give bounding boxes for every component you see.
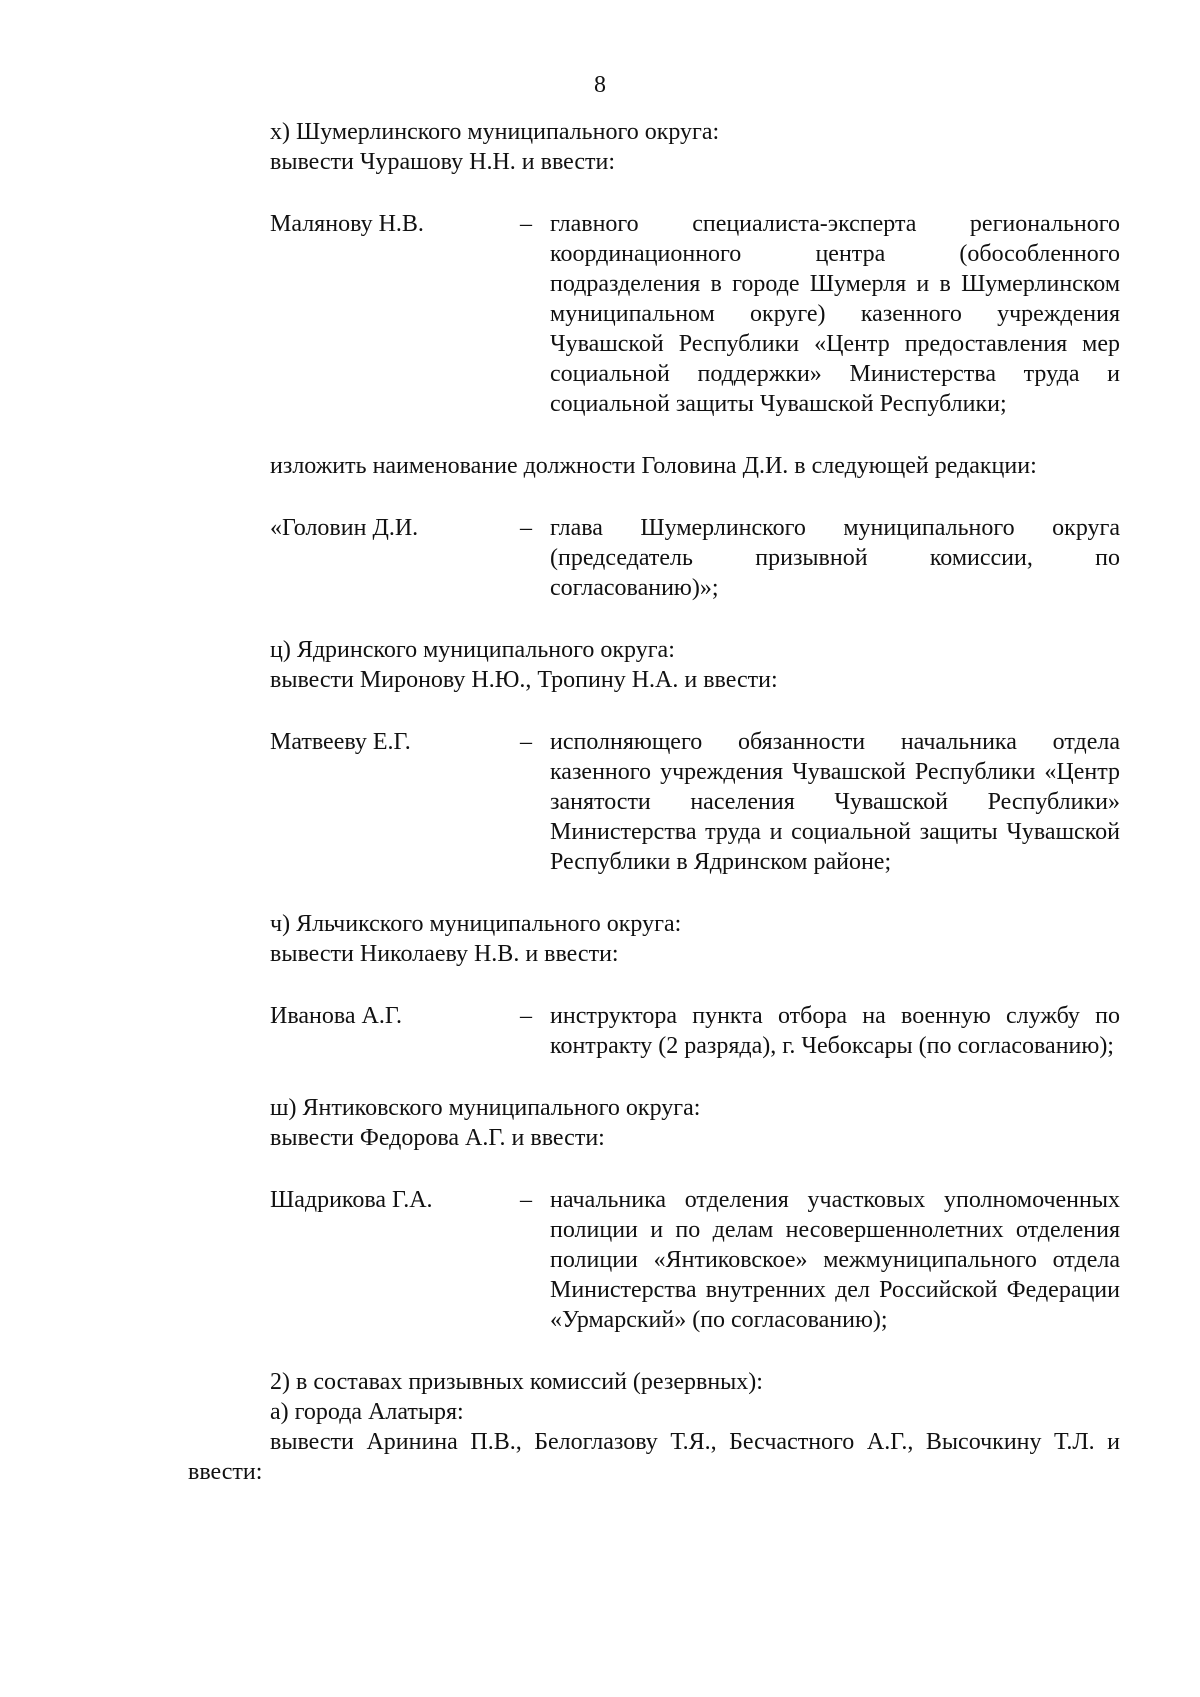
member-position: главного специалиста-эксперта регионального координационного центра (обособленного подразделения в городе Шумерля и в Шумерлинском муниципальном округе) казенного учреждения Чувашской Республики «Центр предоставления мер социальной поддержки» Министерства труда и социальной защиты Чувашской Республики; bbox=[550, 211, 1120, 417]
member-position: глава Шумерлинского муниципального округа (председатель призывной комиссии, по согласованию)»; bbox=[550, 515, 1120, 601]
member-entry bbox=[188, 1185, 1120, 1335]
member-name: Шадрикова Г.А. bbox=[270, 1187, 433, 1213]
section-heading: ш) Янтиковского муниципального округа: bbox=[270, 1095, 701, 1121]
member-entry bbox=[188, 209, 1120, 419]
member-entry bbox=[188, 513, 1120, 603]
section-subheading: а) города Алатыря: bbox=[270, 1399, 464, 1425]
member-name: Иванова А.Г. bbox=[270, 1003, 403, 1029]
section-instruction: вывести Федорова А.Г. и ввести: bbox=[270, 1125, 605, 1151]
member-position: инструктора пункта отбора на военную службу по контракту (2 разряда), г. Чебоксары (по согласованию); bbox=[550, 1003, 1120, 1059]
section-heading: ц) Ядринского муниципального округа: bbox=[270, 637, 675, 663]
dash-separator: – bbox=[520, 211, 532, 237]
dash-separator: – bbox=[520, 515, 532, 541]
member-name: Матвееву Е.Г. bbox=[270, 729, 411, 755]
page-number: 8 bbox=[594, 72, 606, 98]
member-position: начальника отделения участковых уполномоченных полиции и по делам несовершеннолетних отделения полиции «Янтиковское» межмуниципального отдела Министерства внутренних дел Российской Федерации «Урмарский» (по согласованию); bbox=[550, 1187, 1120, 1333]
member-name: «Головин Д.И. bbox=[270, 515, 419, 541]
member-position: исполняющего обязанности начальника отдела казенного учреждения Чувашской Республики «Центр занятости населения Чувашской Республики» Министерства труда и социальной защиты Чувашской Республики в Ядринском районе; bbox=[550, 729, 1120, 875]
section-instruction: вывести Аринина П.В., Белоглазову Т.Я., Бесчастного А.Г., Высочкину Т.Л. и ввести: bbox=[188, 1429, 1120, 1485]
dash-separator: – bbox=[520, 1187, 532, 1213]
section-heading: х) Шумерлинского муниципального округа: bbox=[270, 119, 720, 145]
member-entry bbox=[188, 1001, 1120, 1061]
section-instruction: вывести Николаеву Н.В. и ввести: bbox=[270, 941, 619, 967]
dash-separator: – bbox=[520, 729, 532, 755]
member-name: Малянову Н.В. bbox=[270, 211, 424, 237]
dash-separator: – bbox=[520, 1003, 532, 1029]
section-instruction: вывести Миронову Н.Ю., Тропину Н.А. и ввести: bbox=[270, 667, 778, 693]
member-entry bbox=[188, 727, 1120, 877]
rename-instruction: изложить наименование должности Головина Д.И. в следующей редакции: bbox=[270, 453, 1037, 479]
section-instruction: вывести Чурашову Н.Н. и ввести: bbox=[270, 149, 616, 175]
section-heading: ч) Яльчикского муниципального округа: bbox=[270, 911, 682, 937]
document-body bbox=[188, 117, 1120, 1487]
section-heading: 2) в составах призывных комиссий (резервных): bbox=[270, 1369, 763, 1395]
